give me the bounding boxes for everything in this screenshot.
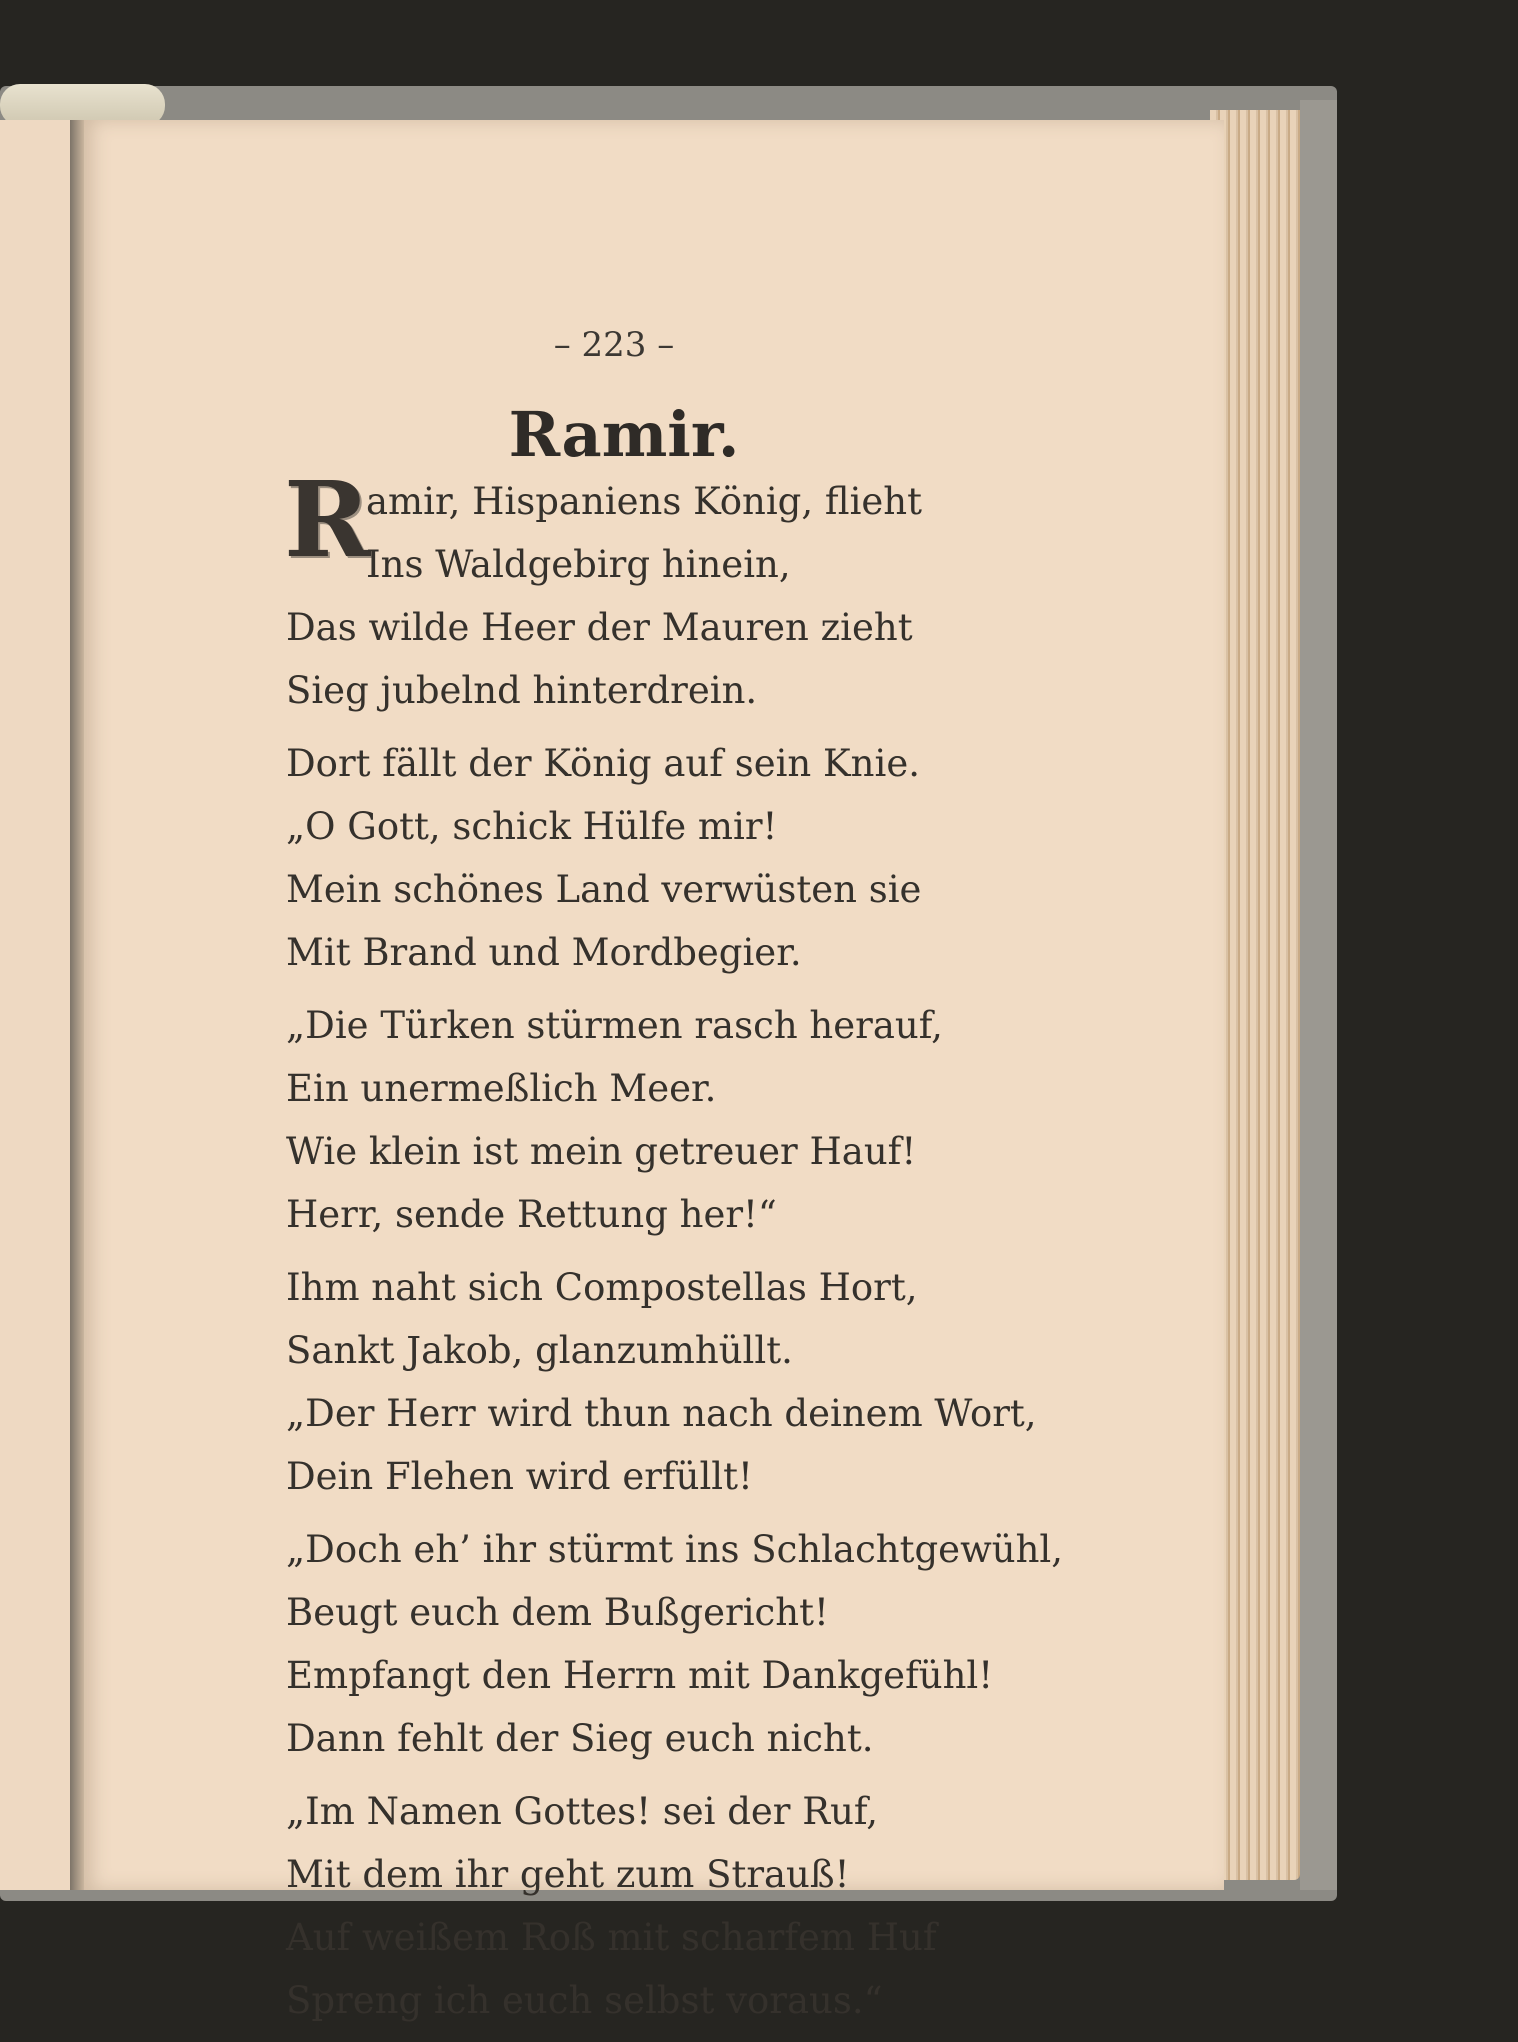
verse-line: Dort fällt der König auf sein Knie. [286,742,920,785]
verse-line: „Doch eh’ ihr stürmt ins Schlachtgewühl, [286,1528,1063,1571]
verse-line: Mit dem ihr geht zum Strauß! [286,1853,850,1896]
verse-line: Herr, sende Rettung her!“ [286,1193,777,1236]
verse-line: „Im Namen Gottes! sei der Ruf, [286,1790,879,1833]
verse-line: Dann fehlt der Sieg euch nicht. [286,1717,874,1760]
verse-line: Sieg jubelnd hinterdrein. [286,669,758,712]
verse-line: Sankt Jakob, glanzumhüllt. [286,1329,793,1372]
verse-line: Empfangt den Herrn mit Dankgefühl! [286,1654,994,1697]
poem-title: Ramir. [508,398,740,471]
verse-line: Beugt euch dem Bußgericht! [286,1591,829,1634]
stanza-3 [286,994,1046,1246]
verse-line: Wie klein ist mein getreuer Hauf! [286,1130,917,1173]
verse-line: „Die Türken stürmen rasch herauf, [286,1004,943,1047]
verse-line: „O Gott, schick Hülfe mir! [286,805,778,848]
verse-line: Spreng ich euch selbst voraus.“ [286,1979,883,2022]
book-gutter [70,120,84,1890]
page-number: – 223 – [553,325,675,365]
verse-line: Dein Flehen wird erfüllt! [286,1455,753,1498]
stanza-1 [284,458,1046,722]
cover-edge [1300,100,1337,1890]
verse-line: Auf weißem Roß mit scharfem Huf [286,1916,937,1959]
verse-line: Ins Waldgebirg hinein, [366,543,791,586]
verse-line: „Der Herr wird thun nach deinem Wort, [286,1392,1037,1435]
verse-line: Das wilde Heer der Mauren zieht [286,606,913,649]
verse-line: Ein unermeßlich Meer. [286,1067,717,1110]
stanza-6 [286,1780,1046,2032]
drop-cap-initial: R [284,458,371,581]
verse-line: amir, Hispaniens König, flieht [366,480,922,523]
verse-line: Ihm naht sich Compostellas Hort, [286,1266,918,1309]
stanza-4 [286,1256,1046,1508]
verse-line: Mit Brand und Mordbegier. [286,931,802,974]
left-page-edge [0,120,72,1890]
stanza-5 [286,1518,1063,1770]
verse-line: Mein schönes Land verwüsten sie [286,868,922,911]
right-page [84,120,1224,2022]
stanza-2 [286,732,1046,984]
poem-body [284,458,1063,2042]
